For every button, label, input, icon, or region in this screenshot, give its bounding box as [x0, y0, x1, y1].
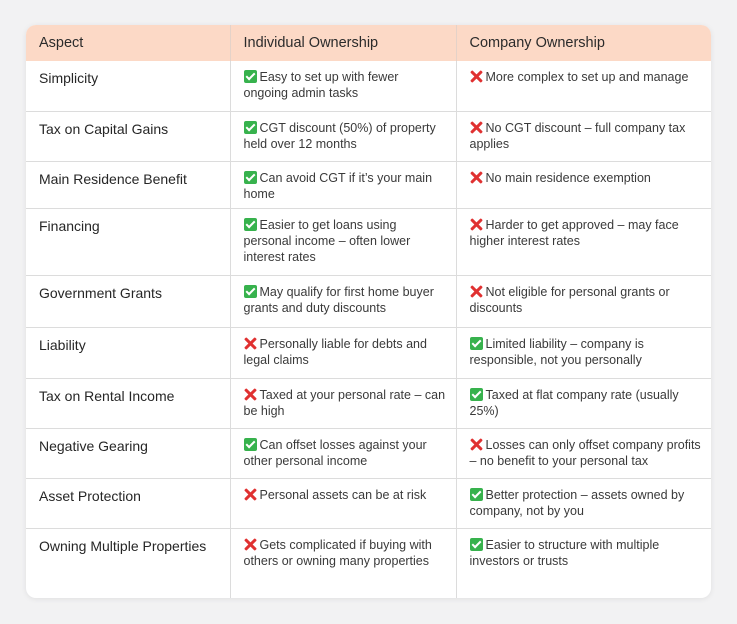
aspect-cell: Owning Multiple Properties [26, 528, 230, 598]
individual-cell [230, 327, 456, 378]
individual-text: Personal assets can be at risk [259, 487, 427, 502]
comparison-table [26, 25, 711, 598]
company-cell [456, 378, 711, 428]
cross-icon [470, 218, 483, 231]
check-icon [470, 337, 483, 350]
comparison-card [26, 25, 711, 598]
company-cell [456, 528, 711, 598]
header-aspect: Aspect [26, 25, 230, 61]
company-cell [456, 428, 711, 478]
individual-cell [230, 208, 456, 275]
table-header-row [26, 25, 711, 61]
cross-icon [470, 438, 483, 451]
cross-icon [470, 70, 483, 83]
company-text: More complex to set up and manage [485, 70, 689, 84]
check-icon [244, 70, 257, 83]
aspect-cell: Asset Protection [26, 478, 230, 528]
individual-text: Taxed at your personal rate – can be high [243, 387, 446, 418]
company-cell [456, 61, 711, 111]
company-cell [456, 478, 711, 528]
cross-icon [470, 285, 483, 298]
individual-cell [230, 61, 456, 111]
cross-icon [470, 121, 483, 134]
company-cell [456, 111, 711, 161]
company-cell [456, 208, 711, 275]
aspect-cell: Tax on Rental Income [26, 378, 230, 428]
table-row [26, 428, 711, 478]
check-icon [244, 285, 257, 298]
aspect-cell: Financing [26, 208, 230, 275]
aspect-cell: Main Residence Benefit [26, 161, 230, 208]
company-text: Taxed at flat company rate (usually 25%) [469, 387, 679, 418]
company-cell [456, 327, 711, 378]
individual-cell [230, 378, 456, 428]
table-row [26, 61, 711, 111]
aspect-cell: Tax on Capital Gains [26, 111, 230, 161]
check-icon [244, 171, 257, 184]
company-text: Losses can only offset company profits – no benefit to your personal tax [469, 437, 701, 468]
header-company: Company Ownership [456, 25, 711, 61]
individual-cell [230, 478, 456, 528]
individual-text: Easier to get loans using personal income – often lower interest rates [243, 217, 411, 264]
table-row [26, 528, 711, 598]
header-individual: Individual Ownership [230, 25, 456, 61]
individual-text: Personally liable for debts and legal claims [243, 336, 427, 367]
individual-cell [230, 528, 456, 598]
aspect-cell: Government Grants [26, 275, 230, 327]
individual-text: Gets complicated if buying with others or owning many properties [243, 537, 432, 568]
table-row [26, 378, 711, 428]
company-text: Better protection – assets owned by company, not by you [469, 487, 685, 518]
cross-icon [244, 538, 257, 551]
individual-cell [230, 111, 456, 161]
individual-text: CGT discount (50%) of property held over 12 months [243, 120, 436, 151]
aspect-cell: Negative Gearing [26, 428, 230, 478]
table-row [26, 111, 711, 161]
cross-icon [244, 337, 257, 350]
individual-text: Can offset losses against your other personal income [243, 437, 427, 468]
individual-text: Can avoid CGT if it’s your main home [243, 170, 433, 201]
company-cell [456, 275, 711, 327]
table-row [26, 327, 711, 378]
individual-text: May qualify for first home buyer grants and duty discounts [243, 284, 434, 315]
aspect-cell: Liability [26, 327, 230, 378]
check-icon [470, 538, 483, 551]
company-text: No main residence exemption [485, 170, 651, 185]
individual-text: Easy to set up with fewer ongoing admin tasks [243, 70, 399, 100]
individual-cell [230, 275, 456, 327]
individual-cell [230, 161, 456, 208]
individual-cell [230, 428, 456, 478]
aspect-cell: Simplicity [39, 70, 99, 86]
check-icon [470, 388, 483, 401]
company-text: Limited liability – company is responsible, not you personally [469, 336, 644, 367]
company-text: Not eligible for personal grants or discounts [469, 284, 670, 315]
check-icon [244, 121, 257, 134]
table-row [26, 478, 711, 528]
table-row [26, 208, 711, 275]
table-row [26, 275, 711, 327]
table-row [26, 161, 711, 208]
check-icon [244, 218, 257, 231]
company-text: Easier to structure with multiple investors or trusts [469, 537, 660, 568]
check-icon [244, 438, 257, 451]
company-cell [456, 161, 711, 208]
cross-icon [244, 388, 257, 401]
check-icon [470, 488, 483, 501]
company-text: No CGT discount – full company tax applies [469, 120, 686, 151]
company-text: Harder to get approved – may face higher interest rates [469, 217, 679, 248]
cross-icon [470, 171, 483, 184]
cross-icon [244, 488, 257, 501]
